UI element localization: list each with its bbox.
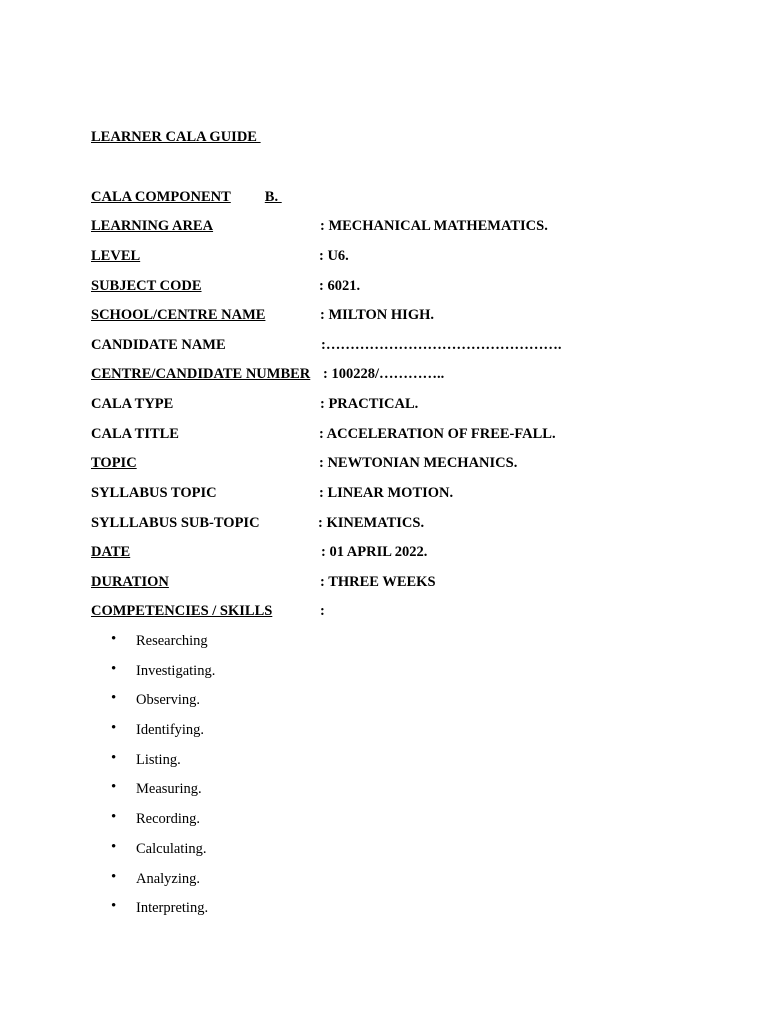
field-label: SYLLLABUS SUB-TOPIC [91, 515, 260, 531]
bullet-icon: • [111, 809, 117, 826]
bullet-icon: • [111, 838, 117, 855]
field-label: TOPIC [91, 455, 137, 471]
field-competencies-skills [0, 603, 768, 623]
skills-list [0, 632, 768, 929]
field-school-centre-name [0, 307, 768, 327]
field-syllabus-sub-topic [0, 515, 768, 535]
field-value: : LINEAR MOTION. [319, 485, 454, 501]
field-duration [0, 574, 768, 594]
field-value: : NEWTONIAN MECHANICS. [319, 455, 518, 471]
bullet-icon: • [111, 779, 117, 796]
skill-text: Investigating. [136, 662, 216, 679]
bullet-icon: • [111, 631, 117, 647]
skill-text: Measuring. [136, 781, 202, 798]
field-label: DATE [91, 544, 131, 560]
field-value: : ACCELERATION OF FREE-FALL. [319, 426, 556, 442]
field-cala-title [0, 426, 768, 446]
field-subject-code [0, 278, 768, 298]
field-label: LEARNING AREA [91, 218, 214, 234]
list-item [0, 691, 768, 721]
field-date [0, 544, 768, 564]
skill-text: Recording. [136, 811, 201, 828]
list-item [0, 840, 768, 870]
bullet-icon: • [111, 898, 117, 915]
field-level [0, 248, 768, 268]
field-candidate-name [0, 337, 768, 357]
field-label: SUBJECT CODE [91, 278, 202, 294]
field-label: DURATION [91, 574, 169, 590]
field-cala-type [0, 396, 768, 416]
skill-text: Analyzing. [136, 870, 201, 887]
list-item [0, 721, 768, 751]
cala-component-line [91, 189, 282, 206]
field-label: SCHOOL/CENTRE NAME [91, 307, 266, 323]
list-item [0, 751, 768, 781]
skill-text: Listing. [136, 751, 181, 768]
field-label: CALA TYPE [91, 396, 174, 412]
bullet-icon: • [111, 660, 117, 677]
field-label: LEVEL [91, 248, 141, 264]
field-value: : PRACTICAL. [320, 396, 419, 412]
skill-text: Interpreting. [136, 900, 209, 917]
field-topic [0, 455, 768, 475]
field-label: CANDIDATE NAME [91, 337, 226, 353]
list-item [0, 632, 768, 662]
field-value: : [320, 603, 325, 619]
field-label: CENTRE/CANDIDATE NUMBER [91, 366, 311, 382]
skill-text: Researching [136, 633, 208, 649]
field-value: : MILTON HIGH. [320, 307, 435, 323]
cala-component-label: CALA COMPONENT [91, 189, 231, 205]
field-label: COMPETENCIES / SKILLS [91, 603, 273, 619]
bullet-icon: • [111, 749, 117, 766]
field-value: : U6. [319, 248, 349, 264]
field-value: : THREE WEEKS [320, 574, 436, 590]
field-label: CALA TITLE [91, 426, 179, 442]
field-value: : MECHANICAL MATHEMATICS. [320, 218, 548, 234]
field-label: SYLLABUS TOPIC [91, 485, 217, 501]
list-item [0, 662, 768, 692]
bullet-icon: • [111, 720, 117, 737]
field-value: : KINEMATICS. [318, 515, 425, 531]
field-value: : 6021. [319, 278, 361, 294]
field-syllabus-topic [0, 485, 768, 505]
list-item [0, 870, 768, 900]
field-learning-area [0, 218, 768, 238]
field-centre-candidate-number [0, 366, 768, 386]
skill-text: Calculating. [136, 840, 207, 857]
bullet-icon: • [111, 690, 117, 707]
list-item [0, 780, 768, 810]
document-title: LEARNER CALA GUIDE [91, 129, 261, 145]
skill-text: Observing. [136, 692, 201, 709]
skill-text: Identifying. [136, 722, 205, 739]
field-value: : 100228/………….. [323, 366, 445, 382]
field-value: :…………………………………………. [321, 337, 562, 353]
field-value: : 01 APRIL 2022. [321, 544, 428, 560]
cala-component-value: B. [264, 189, 282, 205]
bullet-icon: • [111, 868, 117, 885]
list-item [0, 899, 768, 929]
list-item [0, 810, 768, 840]
